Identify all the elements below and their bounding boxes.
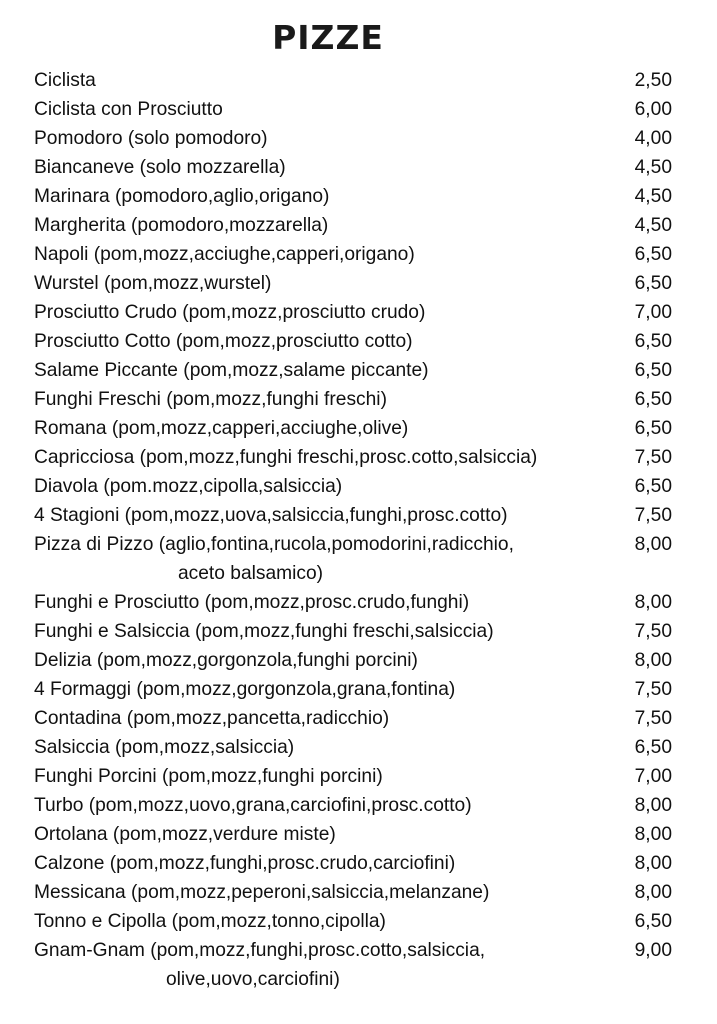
item-name: Ciclista — [34, 70, 96, 91]
item-name: Prosciutto Cotto (pom,mozz,prosciutto cotto) — [34, 331, 413, 352]
menu-item — [34, 298, 674, 327]
item-price: 8,00 — [634, 534, 672, 555]
menu-item — [34, 501, 674, 530]
menu-item — [34, 66, 674, 95]
item-name: Calzone (pom,mozz,funghi,prosc.crudo,carciofini) — [34, 853, 456, 874]
menu-item — [34, 269, 674, 298]
item-name: 4 Stagioni (pom,mozz,uova,salsiccia,funghi,prosc.cotto) — [34, 505, 508, 526]
item-name: Funghi Porcini (pom,mozz,funghi porcini) — [34, 766, 383, 787]
item-price: 6,50 — [634, 360, 672, 381]
item-price: 7,50 — [634, 505, 672, 526]
menu-item — [34, 211, 674, 240]
menu-item — [34, 704, 674, 733]
item-price: 7,50 — [634, 708, 672, 729]
menu-item — [34, 443, 674, 472]
item-name: Turbo (pom,mozz,uovo,grana,carciofini,prosc.cotto) — [34, 795, 472, 816]
item-price: 7,50 — [634, 679, 672, 700]
menu-item — [34, 791, 674, 820]
item-name: Messicana (pom,mozz,peperoni,salsiccia,melanzane) — [34, 882, 490, 903]
menu-item — [34, 588, 674, 617]
menu-item — [34, 356, 674, 385]
item-price: 6,50 — [634, 418, 672, 439]
item-price: 6,50 — [634, 244, 672, 265]
item-price: 4,00 — [634, 128, 672, 149]
item-name: Contadina (pom,mozz,pancetta,radicchio) — [34, 708, 390, 729]
menu-item — [34, 907, 674, 936]
item-price: 6,00 — [634, 99, 672, 120]
menu-item — [34, 472, 674, 501]
item-price: 7,50 — [634, 621, 672, 642]
menu-item — [34, 646, 674, 675]
item-price: 4,50 — [634, 186, 672, 207]
item-price: 8,00 — [634, 824, 672, 845]
pizza-menu-list — [34, 66, 674, 994]
menu-item — [34, 762, 674, 791]
menu-item — [34, 182, 674, 211]
menu-item — [34, 878, 674, 907]
item-name: Romana (pom,mozz,capperi,acciughe,olive) — [34, 418, 409, 439]
item-name: Ciclista con Prosciutto — [34, 99, 223, 120]
item-price: 8,00 — [634, 592, 672, 613]
item-name: Delizia (pom,mozz,gorgonzola,funghi porcini) — [34, 650, 418, 671]
menu-item — [34, 414, 674, 443]
item-price: 7,50 — [634, 447, 672, 468]
item-name: Ortolana (pom,mozz,verdure miste) — [34, 824, 336, 845]
menu-item — [34, 95, 674, 124]
item-price: 6,50 — [634, 476, 672, 497]
menu-item — [34, 820, 674, 849]
item-name: Salame Piccante (pom,mozz,salame piccante) — [34, 360, 429, 381]
item-name: Tonno e Cipolla (pom,mozz,tonno,cipolla) — [34, 911, 386, 932]
item-name: Margherita (pomodoro,mozzarella) — [34, 215, 329, 236]
menu-item — [34, 327, 674, 356]
item-price: 2,50 — [634, 70, 672, 91]
item-price: 8,00 — [634, 853, 672, 874]
item-name: Gnam-Gnam (pom,mozz,funghi,prosc.cotto,salsiccia, — [34, 940, 486, 961]
item-name: Capricciosa (pom,mozz,funghi freschi,prosc.cotto,salsiccia) — [34, 447, 538, 468]
item-name: Napoli (pom,mozz,acciughe,capperi,origano) — [34, 244, 415, 265]
item-price: 6,50 — [634, 737, 672, 758]
item-price: 8,00 — [634, 650, 672, 671]
item-name: Salsiccia (pom,mozz,salsiccia) — [34, 737, 295, 758]
item-name: Wurstel (pom,mozz,wurstel) — [34, 273, 272, 294]
item-name-continuation: olive,uovo,carciofini) — [166, 969, 340, 990]
menu-item — [34, 530, 674, 588]
menu-item — [34, 617, 674, 646]
item-price: 4,50 — [634, 215, 672, 236]
item-price: 7,00 — [634, 302, 672, 323]
item-price: 6,50 — [634, 389, 672, 410]
menu-item — [34, 153, 674, 182]
item-name: Biancaneve (solo mozzarella) — [34, 157, 286, 178]
menu-item — [34, 240, 674, 269]
item-name: Funghi e Prosciutto (pom,mozz,prosc.crudo,funghi) — [34, 592, 470, 613]
item-price: 6,50 — [634, 273, 672, 294]
menu-item — [34, 385, 674, 414]
menu-item — [34, 936, 674, 994]
item-name: Diavola (pom.mozz,cipolla,salsiccia) — [34, 476, 343, 497]
menu-item — [34, 124, 674, 153]
item-price: 4,50 — [634, 157, 672, 178]
item-price: 8,00 — [634, 882, 672, 903]
item-price: 8,00 — [634, 795, 672, 816]
item-name: Funghi Freschi (pom,mozz,funghi freschi) — [34, 389, 387, 410]
item-price: 6,50 — [634, 911, 672, 932]
item-name: Pomodoro (solo pomodoro) — [34, 128, 268, 149]
item-name: Pizza di Pizzo (aglio,fontina,rucola,pomodorini,radicchio, — [34, 534, 514, 555]
item-name: Funghi e Salsiccia (pom,mozz,funghi freschi,salsiccia) — [34, 621, 494, 642]
menu-item — [34, 849, 674, 878]
item-price: 7,00 — [634, 766, 672, 787]
item-name: Prosciutto Crudo (pom,mozz,prosciutto crudo) — [34, 302, 426, 323]
menu-title: PIZZE — [272, 18, 384, 57]
item-price: 9,00 — [634, 940, 672, 961]
item-price: 6,50 — [634, 331, 672, 352]
item-name-continuation: aceto balsamico) — [178, 563, 324, 584]
item-name: 4 Formaggi (pom,mozz,gorgonzola,grana,fontina) — [34, 679, 456, 700]
item-name: Marinara (pomodoro,aglio,origano) — [34, 186, 330, 207]
menu-item — [34, 733, 674, 762]
menu-item — [34, 675, 674, 704]
